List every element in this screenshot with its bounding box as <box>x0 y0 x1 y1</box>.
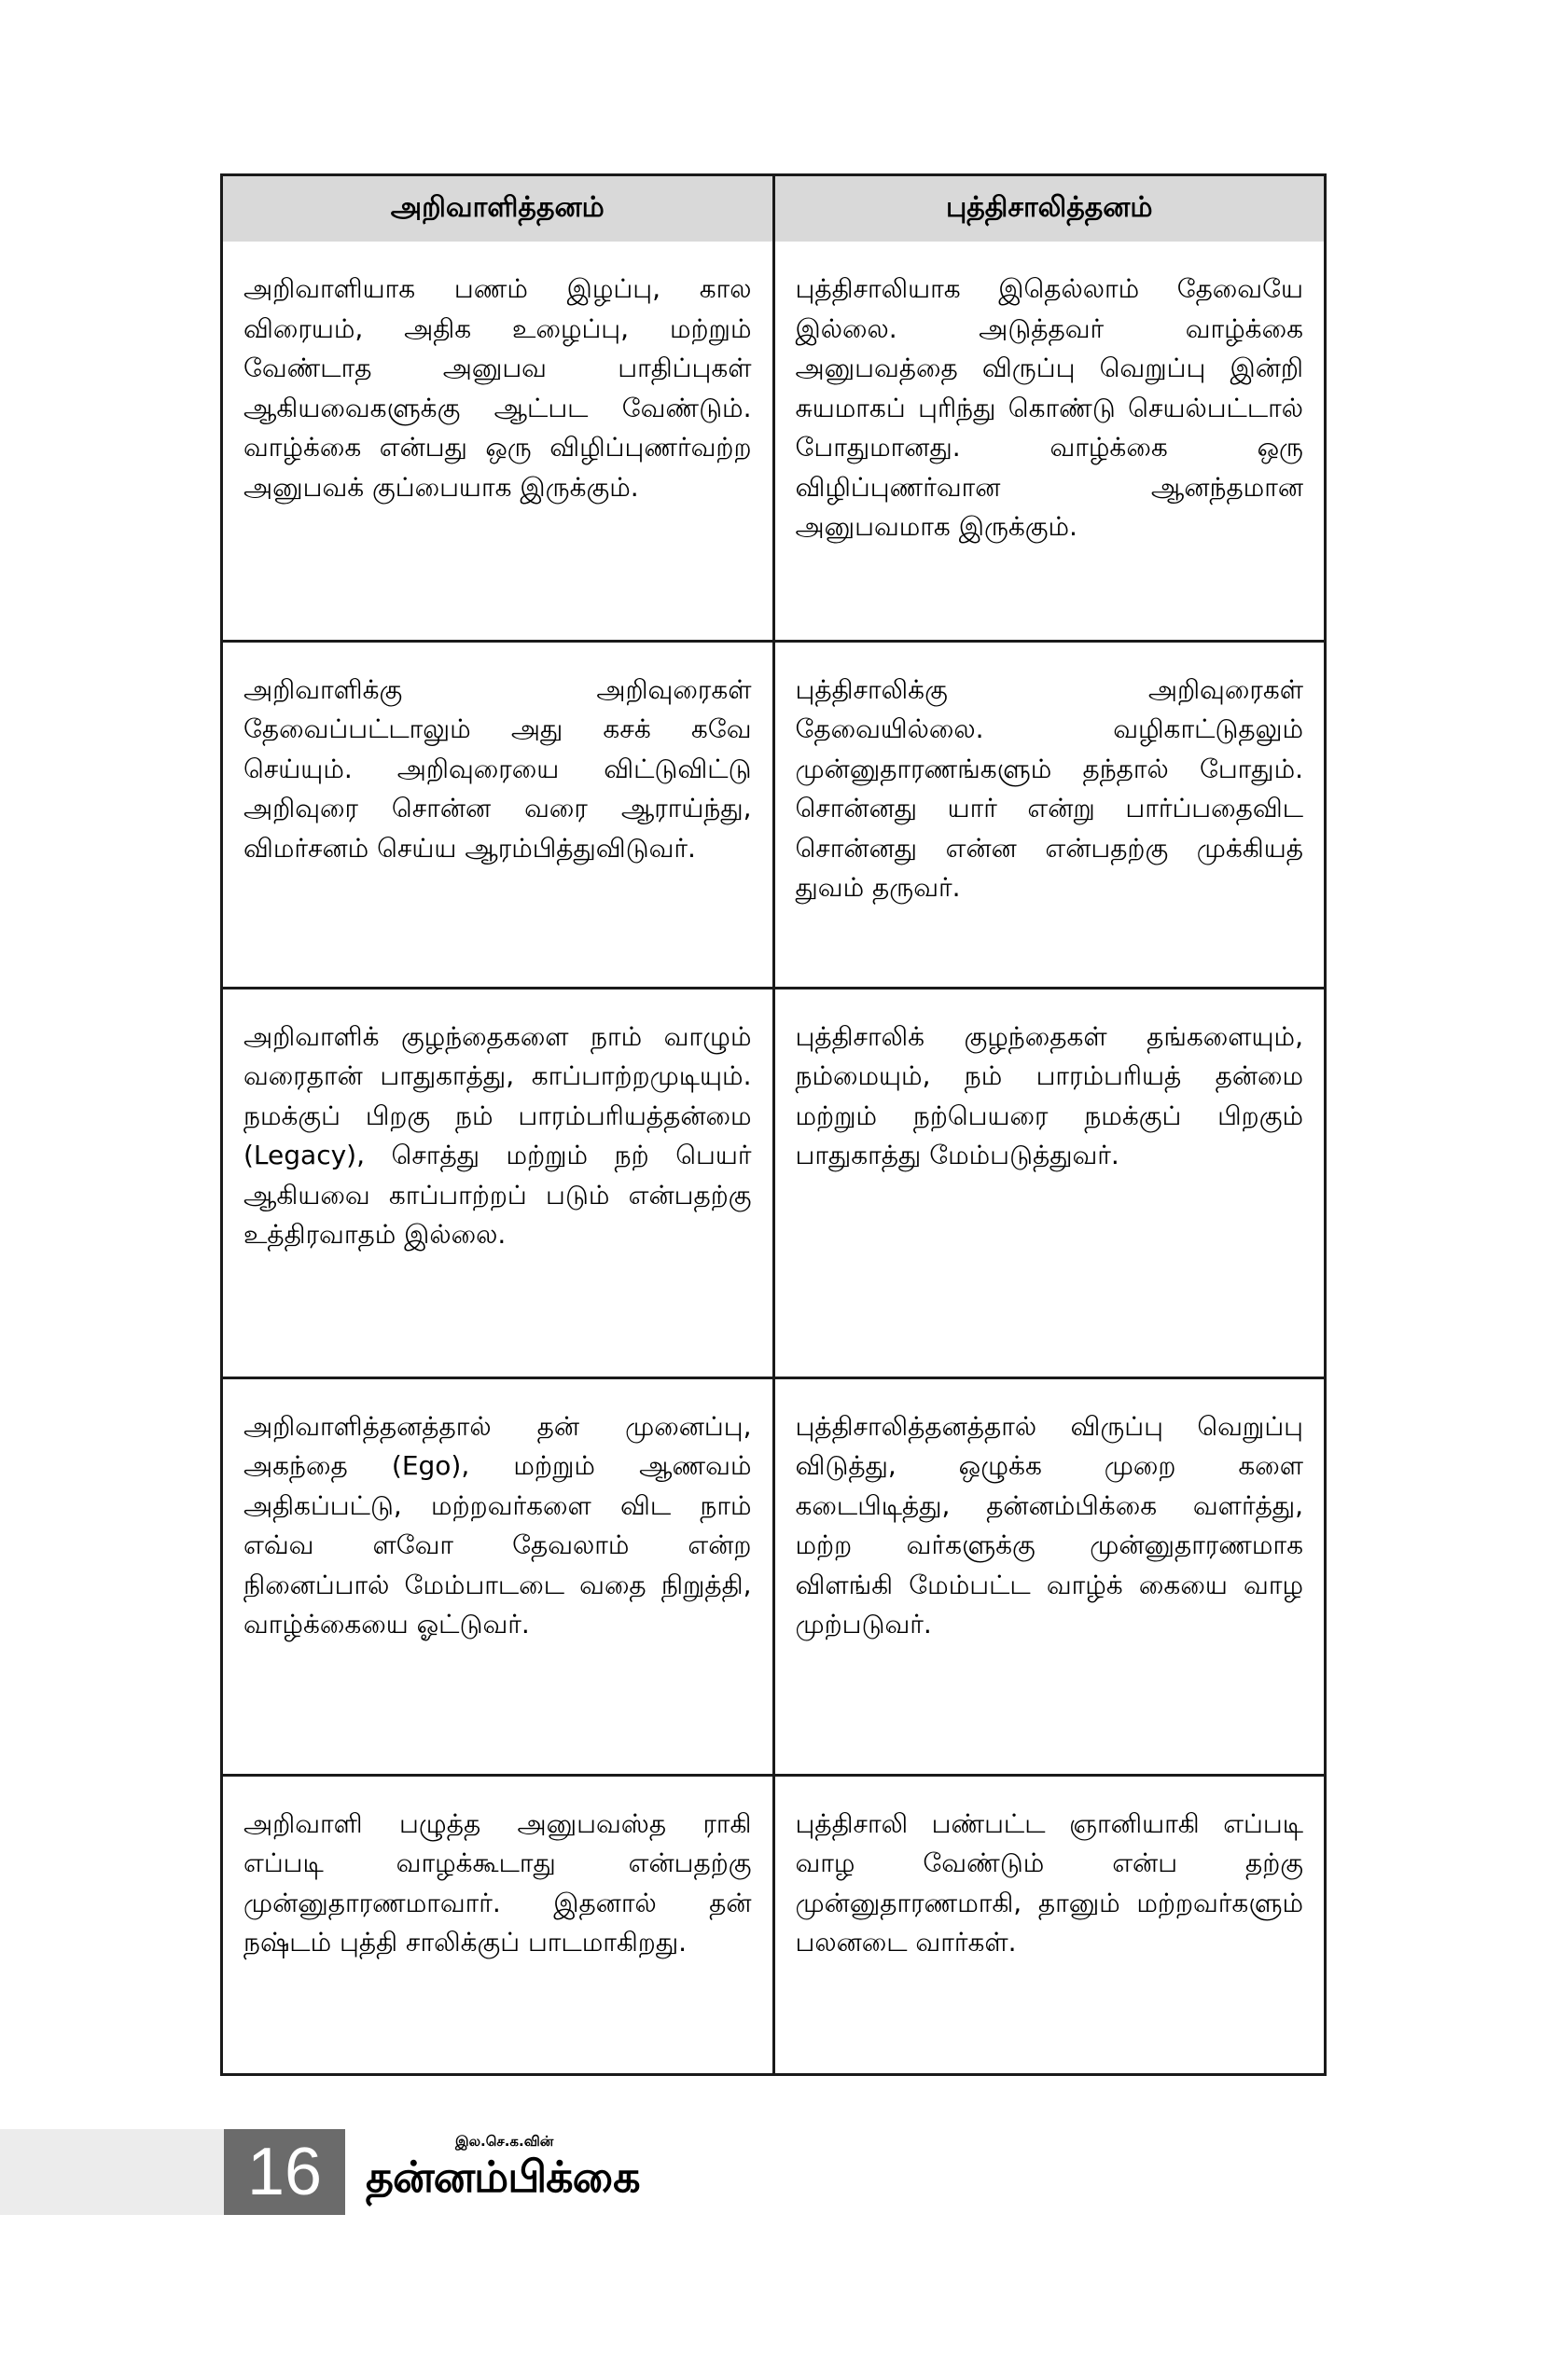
table-cell-left: அறிவாளித்தனத்தால் தன் முனைப்பு, அகந்தை (Ego), மற்றும் ஆணவம் அதிகப்பட்டு, மற்றவர்களை விட நாம் எவ்வ ளவோ தேவலாம் என்ற நினைப்பால் மேம்பாடடை வதை நிறுத்தி, வாழ்க்கையை ஓட்டுவர். <box>223 1377 773 1775</box>
table-cell-right: புத்திசாலித்தனத்தால் விருப்பு வெறுப்பு விடுத்து, ஒழுக்க முறை களை கடைபிடித்து, தன்னம்பிக்கை வளர்த்து, மற்ற வர்களுக்கு முன்னுதாரணமாக விளங்கி மேம்பட்ட வாழ்க் கையை வாழ முற்படுவர். <box>773 1377 1324 1775</box>
page-number: 16 <box>224 2129 345 2215</box>
table-row <box>223 988 1324 1377</box>
header-puthisalithanam: புத்திசாலித்தனம் <box>773 176 1324 242</box>
table-cell-right: புத்திசாலிக்கு அறிவுரைகள் தேவையில்லை. வழிகாட்டுதலும் முன்னுதாரணங்களும் தந்தால் போதும். சொன்னது யார் என்று பார்ப்பதைவிட சொன்னது என்ன என்பதற்கு முக்கியத் துவம் தருவர். <box>773 641 1324 988</box>
table-header-row <box>223 176 1324 242</box>
table-cell-left: அறிவாளி பழுத்த அனுபவஸ்த ராகி எப்படி வாழக்கூடாது என்பதற்கு முன்னுதாரணமாவார். இதனால் தன் நஷ்டம் புத்தி சாலிக்குப் பாடமாகிறது. <box>223 1775 773 2073</box>
table-cell-right: புத்திசாலிக் குழந்தைகள் தங்களையும், நம்மையும், நம் பாரம்பரியத் தன்மை மற்றும் நற்பெயரை நமக்குப் பிறகும் பாதுகாத்து மேம்படுத்துவர். <box>773 988 1324 1377</box>
table-cell-right: புத்திசாலி பண்பட்ட ஞானியாகி எப்படி வாழ வேண்டும் என்ப தற்கு முன்னுதாரணமாகி, தானும் மற்றவர்களும் பலனடை வார்கள். <box>773 1775 1324 2073</box>
table-cell-right: புத்திசாலியாக இதெல்லாம் தேவையே இல்லை. அடுத்தவர் வாழ்க்கை அனுபவத்தை விருப்பு வெறுப்பு இன்றி சுயமாகப் புரிந்து கொண்டு செயல்பட்டால் போதுமானது. வாழ்க்கை ஒரு விழிப்புணர்வான ஆனந்தமான அனுபவமாக இருக்கும். <box>795 273 1303 542</box>
header-arivalithanam: அறிவாளித்தனம் <box>223 176 773 242</box>
table-row <box>223 242 1324 641</box>
table-row <box>223 1377 1324 1775</box>
table-cell-left: அறிவாளிக்கு அறிவுரைகள் தேவைப்பட்டாலும் அது கசக் கவே செய்யும். அறிவுரையை விட்டுவிட்டு அறிவுரை சொன்ன வரை ஆராய்ந்து, விமர்சனம் செய்ய ஆரம்பித்துவிடுவர். <box>223 641 773 988</box>
comparison-table <box>223 176 1324 2073</box>
table-row <box>223 1775 1324 2073</box>
table-cell-left: அறிவாளியாக பணம் இழப்பு, கால விரையம், அதிக உழைப்பு, மற்றும் வேண்டாத அனுபவ பாதிப்புகள் ஆகியவைகளுக்கு ஆட்பட வேண்டும். வாழ்க்கை என்பது ஒரு விழிப்புணர்வற்ற அனுபவக் குப்பையாக இருக்கும். <box>223 242 773 641</box>
masthead-title: தன்னம்பிக்கை <box>366 2152 640 2202</box>
magazine-masthead <box>366 2132 664 2216</box>
comparison-table-frame <box>220 173 1327 2076</box>
table-cell-left: அறிவாளிக் குழந்தைகளை நாம் வாழும் வரைதான் பாதுகாத்து, காப்பாற்றமுடியும். நமக்குப் பிறகு நம் பாரம்பரியத்தன்மை (Legacy), சொத்து மற்றும் நற் பெயர் ஆகியவை காப்பாற்றப் படும் என்பதற்கு உத்திரவாதம் இல்லை. <box>223 988 773 1377</box>
masthead-byline: இல.செ.க.வின் <box>455 2133 554 2150</box>
table-row <box>223 641 1324 988</box>
footer-band <box>0 2129 231 2215</box>
